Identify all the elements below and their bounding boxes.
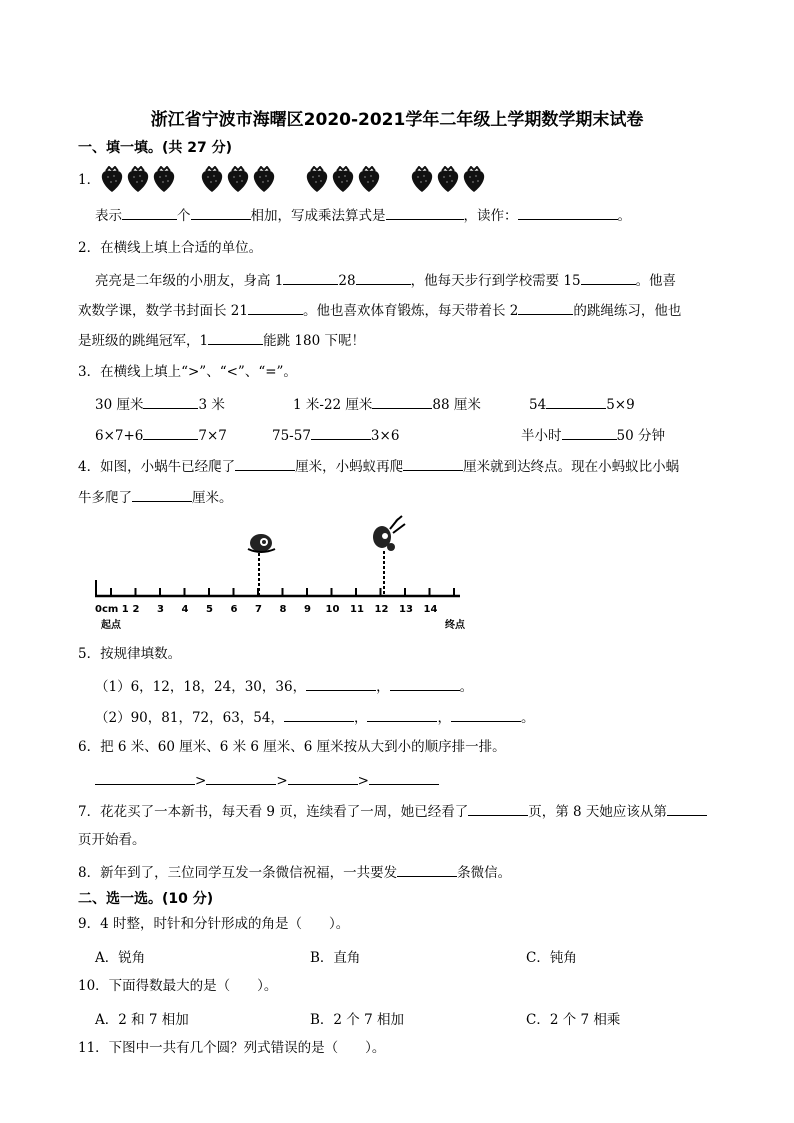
compare-left: 6×7+6 <box>95 428 144 444</box>
q4-text-part: 厘米，小蚂蚁再爬 <box>295 459 404 475</box>
compare-left: 75-57 <box>272 428 311 444</box>
compare-left: 54 <box>529 397 547 413</box>
answer-blank[interactable] <box>208 330 263 345</box>
compare-right: 7×7 <box>198 428 227 444</box>
q8-text-part: 8．新年到了，三位同学互发一条微信祝福，一共要发 <box>78 865 398 881</box>
strawberry-icon <box>226 166 250 193</box>
q2-text-part: 欢数学课，数学书封面长 21 <box>78 303 248 319</box>
ruler-figure <box>93 515 473 635</box>
strawberry-icon <box>436 166 460 193</box>
question-6-heading: 6．把 6 米、60 厘米、6 米 6 厘米、6 厘米按从大到小的顺序排一排。 <box>78 739 506 755</box>
compare-right: 5×9 <box>606 397 635 413</box>
answer-blank[interactable] <box>143 394 198 409</box>
question-5-part-2 <box>95 707 534 728</box>
q10-option-c[interactable]: C．2 个 7 相乘 <box>526 1012 621 1028</box>
answer-blank[interactable] <box>403 456 463 471</box>
period: 。 <box>520 710 535 726</box>
section-choice-heading: 二、选一选。(10 分) <box>78 891 214 907</box>
answer-blank[interactable] <box>386 205 464 220</box>
q2-text-part: ，他每天步行到学校需要 15 <box>410 273 581 289</box>
answer-blank[interactable] <box>122 205 177 220</box>
ruler-tick-label: 7 <box>255 604 262 615</box>
ruler-tick-label: 9 <box>304 604 311 615</box>
compare-right: 88 厘米 <box>432 397 481 413</box>
q9-option-c[interactable]: C．钝角 <box>526 950 577 966</box>
q2-text-part: 能跳 180 下呢！ <box>263 333 365 349</box>
ruler-tick-label: 4 <box>181 604 189 615</box>
strawberry-icon <box>357 166 381 193</box>
ruler-tick-label: 13 <box>399 604 413 615</box>
compare-item <box>293 394 481 415</box>
question-7-line-2: 页开始看。 <box>78 832 146 848</box>
answer-blank[interactable] <box>546 394 606 409</box>
q4-text-part: 厘米就到达终点。现在小蚂蚁比小蜗 <box>463 459 680 475</box>
ruler-tick-labels <box>95 604 437 615</box>
ant-icon <box>373 516 405 595</box>
question-6-ordering <box>95 770 439 791</box>
strawberry-icon <box>331 166 355 193</box>
answer-blank[interactable] <box>95 770 195 785</box>
answer-blank[interactable] <box>518 300 573 315</box>
strawberry-group <box>100 166 176 193</box>
answer-blank[interactable] <box>356 270 411 285</box>
separator: ， <box>353 710 368 726</box>
answer-blank[interactable] <box>451 707 521 722</box>
strawberry-icon <box>305 166 329 193</box>
answer-blank[interactable] <box>248 300 303 315</box>
answer-blank[interactable] <box>562 425 617 440</box>
compare-item <box>529 394 635 415</box>
q2-text-part: 亮亮是二年级的小朋友，身高 1 <box>95 273 284 289</box>
strawberry-icon <box>126 166 150 193</box>
answer-blank[interactable] <box>288 770 358 785</box>
answer-blank[interactable] <box>206 770 276 785</box>
q2-text-part: 是班级的跳绳冠军，1 <box>78 333 209 349</box>
ruler-tick-label: 14 <box>423 604 438 615</box>
answer-blank[interactable] <box>143 425 198 440</box>
answer-blank[interactable] <box>235 456 295 471</box>
separator: ， <box>376 679 390 695</box>
compare-left: 半小时 <box>521 428 562 444</box>
question-9-stem: 9．4 时整，时针和分针形成的角是（ ）。 <box>78 916 350 932</box>
exam-title: 浙江省宁波市海曙区2020-2021学年二年级上学期数学期末试卷 <box>150 110 644 130</box>
question-1-text <box>95 205 631 226</box>
answer-blank[interactable] <box>306 676 376 691</box>
strawberry-icon <box>152 166 176 193</box>
q10-option-a[interactable]: A．2 和 7 相加 <box>95 1012 189 1028</box>
question-5-part-1 <box>95 676 473 697</box>
q2-text-part: 。他也喜欢体育锻炼，每天带着长 2 <box>302 303 519 319</box>
end-label: 终点 <box>445 620 465 631</box>
answer-blank[interactable] <box>372 394 432 409</box>
strawberry-icon <box>100 166 124 193</box>
ruler-tick-label: 10 <box>325 604 340 615</box>
strawberry-icon <box>200 166 224 193</box>
compare-item <box>95 425 227 446</box>
greater-than-sign: > <box>195 773 207 789</box>
answer-blank[interactable] <box>132 487 192 502</box>
question-4-line-1 <box>78 456 679 477</box>
answer-blank[interactable] <box>518 205 618 220</box>
q4-text-part: 牛多爬了 <box>78 490 132 506</box>
answer-blank[interactable] <box>468 801 528 816</box>
answer-blank[interactable] <box>367 707 437 722</box>
question-4-line-2 <box>78 487 233 508</box>
compare-item <box>272 425 399 446</box>
question-2-line-1 <box>95 270 676 291</box>
q2-text-part: 。他喜 <box>635 273 677 289</box>
compare-right: 3 米 <box>198 397 225 413</box>
q9-option-a[interactable]: A．锐角 <box>95 950 146 966</box>
question-8 <box>78 862 511 883</box>
compare-item <box>521 425 665 446</box>
strawberry-group <box>305 166 381 193</box>
separator: ， <box>437 710 451 726</box>
question-1-number: 1． <box>78 172 101 188</box>
question-2-line-3 <box>78 330 365 351</box>
snail-icon <box>248 534 275 595</box>
q1-text-part: 相加，写成乘法算式是 <box>250 208 386 224</box>
answer-blank[interactable] <box>581 270 636 285</box>
sequence-text: （1）6，12，18，24，30，36， <box>95 679 307 695</box>
ruler-tick-label: 0cm 1 <box>95 604 129 615</box>
answer-blank[interactable] <box>284 707 354 722</box>
ruler-tick-label: 3 <box>157 604 164 615</box>
q10-option-b[interactable]: B．2 个 7 相加 <box>310 1012 404 1028</box>
answer-blank[interactable] <box>283 270 338 285</box>
strawberry-icon <box>252 166 276 193</box>
q4-text-part: 4．如图，小蜗牛已经爬了 <box>78 459 236 475</box>
period: 。 <box>459 679 474 695</box>
ruler-tick-label: 5 <box>206 604 213 615</box>
answer-blank[interactable] <box>191 205 251 220</box>
ruler-tick-label: 6 <box>230 604 238 615</box>
q1-text-part: 表示 <box>95 208 122 224</box>
q9-option-b[interactable]: B．直角 <box>310 950 361 966</box>
question-3-heading: 3．在横线上填上“>”、“<”、“=”。 <box>78 364 297 380</box>
q2-text-part: 28 <box>338 273 356 289</box>
q8-text-part: 条微信。 <box>457 865 512 881</box>
compare-left: 30 厘米 <box>95 397 144 413</box>
sequence-text: （2）90，81，72，63，54， <box>95 710 284 726</box>
q2-text-part: 的跳绳练习，他也 <box>573 303 682 319</box>
question-10-stem: 10．下面得数最大的是（ ）。 <box>78 978 278 994</box>
ruler-tick-label: 12 <box>374 604 389 615</box>
answer-blank[interactable] <box>390 676 460 691</box>
q1-text-part: 。 <box>617 208 631 224</box>
compare-right: 3×6 <box>370 428 400 444</box>
question-11-stem: 11．下图中一共有几个圆？列式错误的是（ ）。 <box>78 1040 386 1056</box>
question-2-heading: 2．在横线上填上合适的单位。 <box>78 240 263 256</box>
answer-blank[interactable] <box>311 425 371 440</box>
question-5-heading: 5．按规律填数。 <box>78 646 182 662</box>
strawberry-group <box>200 166 276 193</box>
q1-text-part: 个 <box>177 208 191 224</box>
answer-blank[interactable] <box>667 801 707 816</box>
greater-than-sign: > <box>357 773 369 789</box>
q7-text-part: 页，第 8 天她应该从第 <box>528 804 667 820</box>
q7-text-part: 7．花花买了一本新书，每天看 9 页，连续看了一周，她已经看了 <box>78 804 469 820</box>
greater-than-sign: > <box>276 773 288 789</box>
compare-right: 50 分钟 <box>616 428 665 444</box>
q4-text-part: 厘米。 <box>192 490 233 506</box>
strawberry-group <box>410 166 486 193</box>
compare-left: 1 米-22 厘米 <box>293 397 373 413</box>
question-2-line-2 <box>78 300 681 321</box>
answer-blank[interactable] <box>397 862 457 877</box>
section-fill-in-heading: 一、填一填。(共 27 分) <box>78 140 233 156</box>
answer-blank[interactable] <box>369 770 439 785</box>
ruler-tick-label: 8 <box>279 604 287 615</box>
compare-item <box>95 394 225 415</box>
ruler-tick-label: 2 <box>132 604 140 615</box>
strawberry-icon <box>462 166 486 193</box>
strawberry-icon <box>410 166 434 193</box>
q1-text-part: ，读作： <box>463 208 518 224</box>
question-7-line-1 <box>78 801 707 822</box>
ruler-tick-label: 11 <box>350 604 364 615</box>
start-label: 起点 <box>101 620 121 631</box>
